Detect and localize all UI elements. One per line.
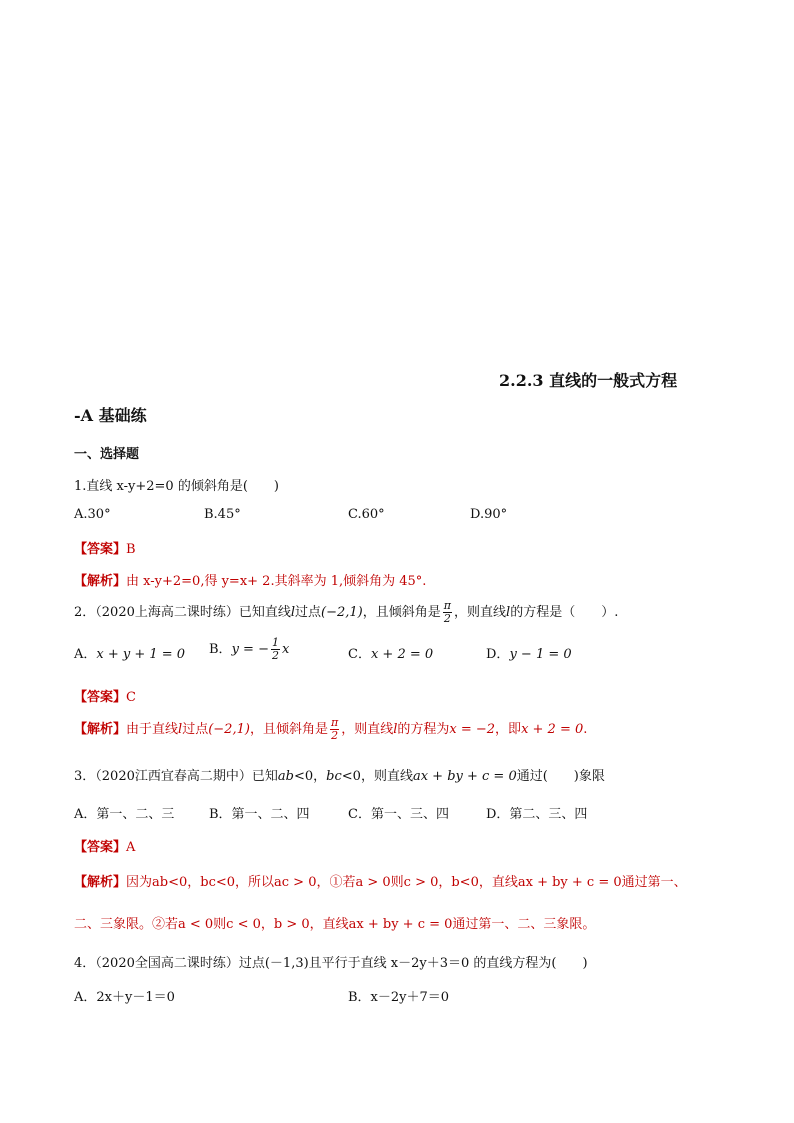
fraction-numerator: π <box>443 599 452 612</box>
q3-option-a: A．第一、二、三 <box>74 807 175 822</box>
q3-option-d: D．第二、三、四 <box>486 807 588 822</box>
q3-analysis-line1 <box>74 871 687 890</box>
q2-point: (−2,1) <box>208 722 250 737</box>
analysis-text: 因为ab<0，bc<0，所以ac > 0，①若a > 0则c > 0，b<0，直线ax + by + c = 0通过第一、 <box>126 875 687 890</box>
q2-point: (−2,1) <box>321 605 363 620</box>
fraction-numerator: π <box>330 716 339 729</box>
q3-option-c: C．第一、三、四 <box>348 807 449 822</box>
q3-math: ab <box>277 769 294 784</box>
q2-option-d <box>486 643 572 662</box>
q1-stem: 1.直线 x-y+2=0 的倾斜角是( ) <box>74 479 279 494</box>
q2-option-c-math: x + 2 = 0 <box>370 647 434 662</box>
q2-stem-part: 的方程是（ ）. <box>510 605 619 620</box>
q2-option-b-part: y = − <box>231 642 269 657</box>
q4-stem: 4．（2020全国高二课时练）过点(－1,3)且平行于直线 x－2y＋3＝0 的直线方程为( ) <box>74 956 588 971</box>
q1-option-d: D.90° <box>470 507 508 522</box>
q3-math: 0 <box>352 769 361 784</box>
q2-stem-part: 2．（2020上海高二课时练）已知直线 <box>74 605 291 620</box>
q2-option-d-label: D． <box>486 647 510 662</box>
q2-options <box>74 643 185 662</box>
analysis-tag: 【解析】 <box>74 875 127 890</box>
answer-tag: 【答案】 <box>74 840 127 855</box>
q1-option-b: B.45° <box>204 507 241 522</box>
q3-stem-part: ，则直线 <box>360 769 413 784</box>
q2-option-b-part: x <box>281 642 290 657</box>
q4-option-a: A．2x＋y－1＝0 <box>74 990 175 1005</box>
q1-option-a: A.30° <box>74 507 111 522</box>
q2-stem <box>74 600 618 625</box>
analysis-text: 由 x-y+2=0,得 y=x+ 2.其斜率为 1,倾斜角为 45°. <box>126 574 427 589</box>
q3-math: bc <box>326 769 342 784</box>
q2-option-b-fraction <box>271 637 280 662</box>
q2-line-symbol: l <box>178 722 183 737</box>
answer-value: A <box>126 840 136 855</box>
q2-option-b-label: B． <box>209 642 232 657</box>
fraction-denominator: 2 <box>271 649 279 662</box>
q2-angle-fraction <box>443 600 452 625</box>
analysis-math: x = −2 <box>449 722 496 737</box>
q1-option-c: C.60° <box>348 507 385 522</box>
q2-stem-part: ，且倾斜角是 <box>362 605 441 620</box>
fraction-numerator: 1 <box>271 636 279 649</box>
q2-analysis <box>74 717 587 742</box>
answer-tag: 【答案】 <box>74 542 127 557</box>
q3-stem-part: ， <box>313 769 327 784</box>
fraction-denominator: 2 <box>443 612 451 625</box>
q2-stem-part: 过点 <box>295 605 322 620</box>
analysis-text: 由于直线 <box>126 722 179 737</box>
q2-option-a-label: A． <box>74 647 97 662</box>
analysis-tag: 【解析】 <box>74 722 127 737</box>
q3-math: < <box>293 769 305 784</box>
q3-stem-part: 通过( )象限 <box>516 769 605 784</box>
section-heading: -A 基础练 <box>74 406 147 425</box>
q3-analysis-line2: 二、三象限。②若a < 0则c < 0，b > 0，直线ax + by + c = 0通过第一、二、三象限。 <box>74 917 596 932</box>
q3-stem <box>74 765 605 784</box>
q2-analysis-fraction <box>330 717 339 742</box>
subsection-heading: 一、选择题 <box>74 447 140 462</box>
answer-tag: 【答案】 <box>74 690 127 705</box>
q2-option-b <box>209 637 289 662</box>
answer-value: C <box>126 690 136 705</box>
q2-option-c-label: C． <box>348 647 371 662</box>
analysis-text: ，则直线 <box>341 722 394 737</box>
q2-stem-part: ，则直线 <box>454 605 507 620</box>
analysis-text: 的方程为 <box>397 722 450 737</box>
q3-math: 0 <box>304 769 314 784</box>
analysis-tag: 【解析】 <box>74 574 127 589</box>
page-title: 2.2.3 直线的一般式方程 <box>499 371 678 390</box>
q2-answer <box>74 686 136 705</box>
q1-answer <box>74 538 136 557</box>
q2-option-d-math: y − 1 = 0 <box>509 647 572 662</box>
q2-option-a: x + y + 1 = 0 <box>96 647 186 662</box>
q2-option-c <box>348 643 433 662</box>
analysis-text: . <box>583 722 588 737</box>
q2-line-symbol: l <box>290 605 296 620</box>
q3-stem-part: 3．（2020江西宜春高二期中）已知 <box>74 769 278 784</box>
q4-option-b: B．x－2y＋7＝0 <box>348 990 450 1005</box>
q3-option-b: B．第一、二、四 <box>209 807 310 822</box>
q2-line-symbol: l <box>393 722 398 737</box>
q3-equation: ax + by + c = 0 <box>412 769 517 784</box>
q2-line-symbol: l <box>506 605 511 620</box>
fraction-denominator: 2 <box>331 729 339 742</box>
q1-analysis <box>74 570 426 589</box>
analysis-math: x + 2 = 0 <box>521 722 584 737</box>
answer-value: B <box>126 542 136 557</box>
q3-answer <box>74 836 135 855</box>
analysis-text: 过点 <box>182 722 209 737</box>
analysis-text: ，且倾斜角是 <box>249 722 328 737</box>
q3-math: < <box>341 769 353 784</box>
analysis-text: ，即 <box>495 722 522 737</box>
